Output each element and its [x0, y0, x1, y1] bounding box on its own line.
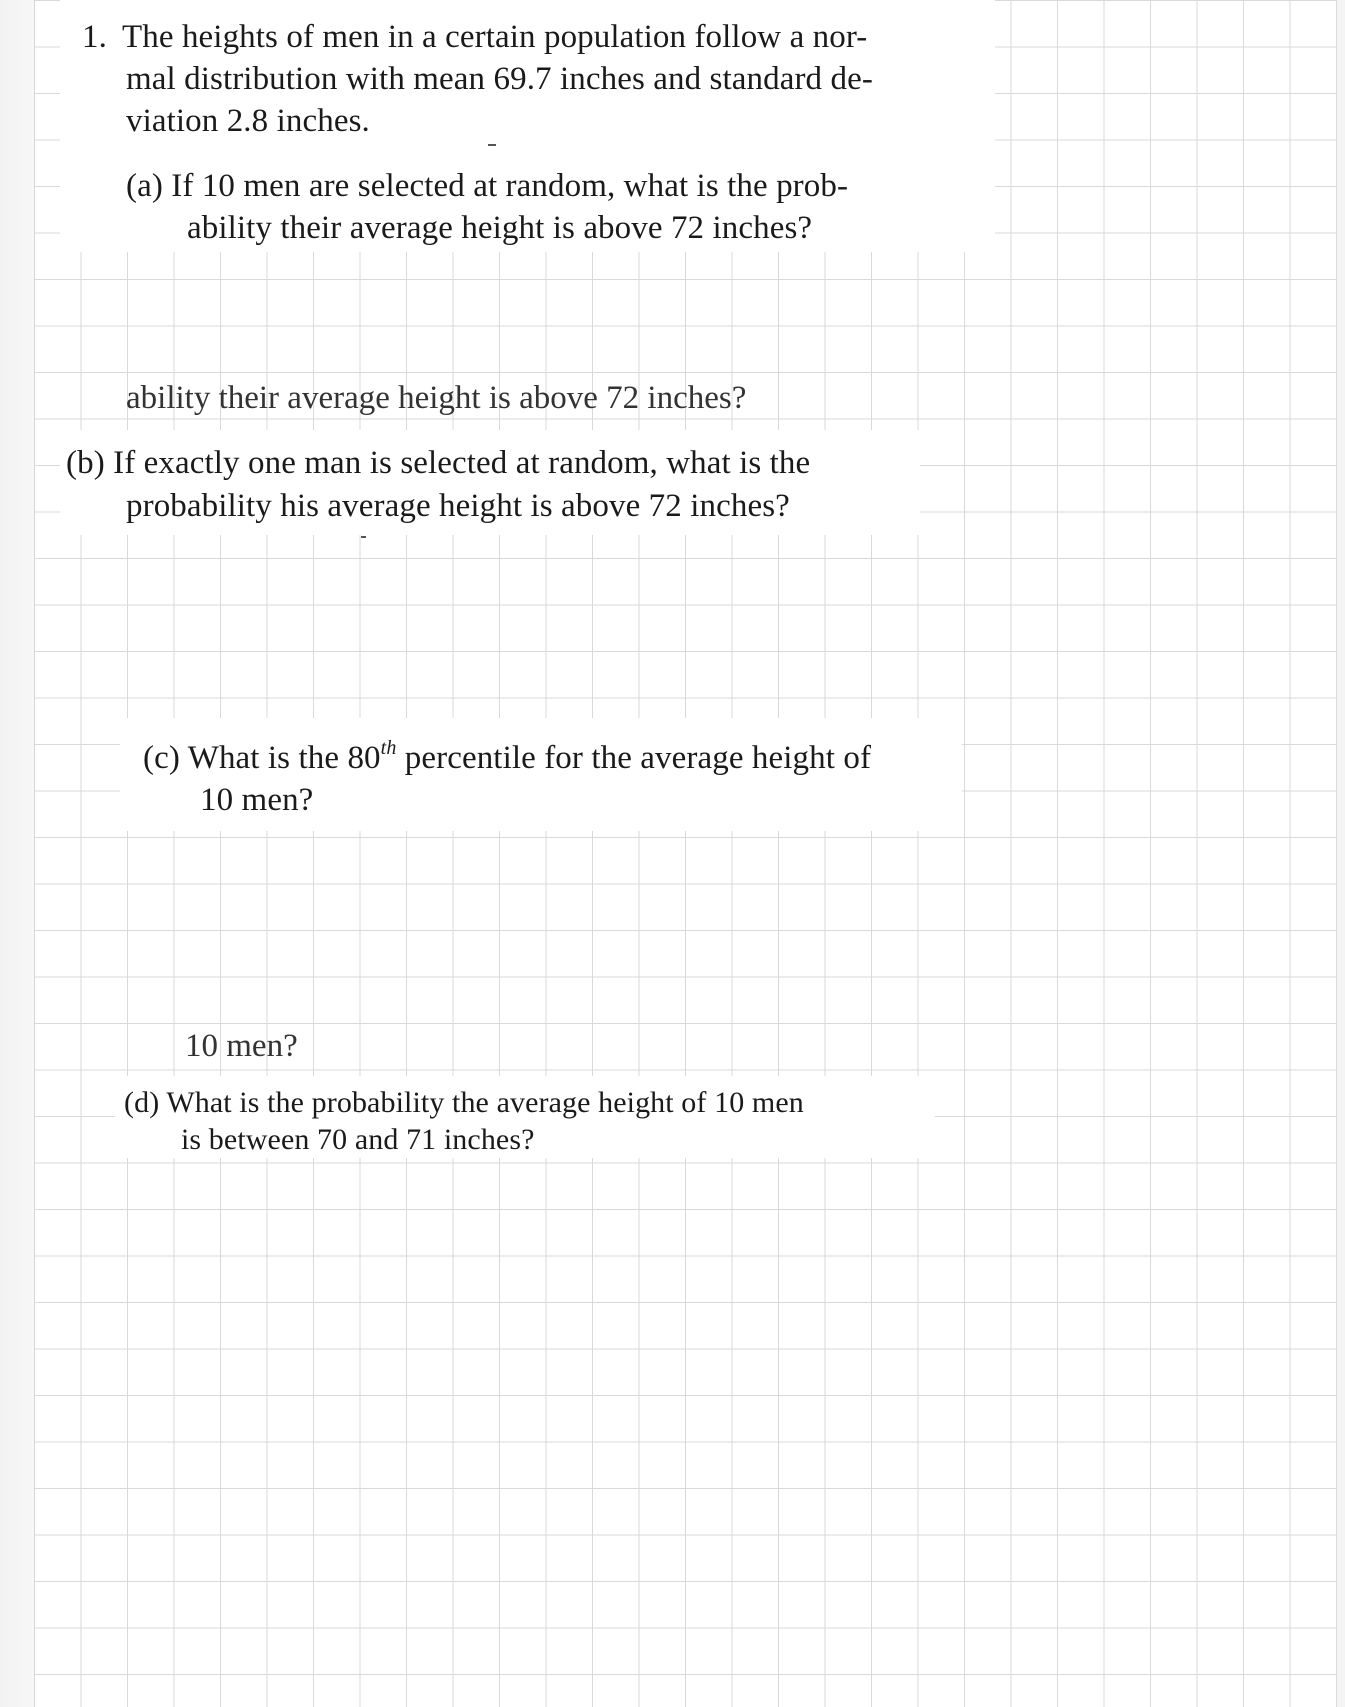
part-c-line-1: (c) What is the 80th percentile for the average height of: [143, 737, 872, 776]
part-d-label: (d): [124, 1086, 160, 1119]
part-b-label: (b): [66, 445, 105, 481]
cropped-text-fragment: ability their average height is above 72 inches?: [126, 380, 747, 416]
page-right-edge: [1336, 0, 1345, 1707]
part-d-line-1: (d) What is the probability the average height of 10 men: [124, 1086, 804, 1119]
part-d-line-2: is between 70 and 71 inches?: [181, 1123, 535, 1156]
problem-number: 1.: [82, 19, 107, 55]
part-c-label: (c): [143, 740, 180, 776]
problem-intro-line-2: mal distribution with mean 69.7 inches and standard de-: [126, 61, 873, 97]
cropped-text-fragment: 10 men?: [185, 1028, 298, 1064]
scan-artifact: [488, 144, 496, 146]
part-a-label: (a): [126, 168, 163, 204]
part-a-line-2: ability their average height is above 72 inches?: [187, 210, 813, 246]
problem-intro-line-3: viation 2.8 inches.: [126, 103, 370, 139]
part-c-line-2: 10 men?: [200, 782, 314, 818]
page-left-margin: [0, 0, 35, 1707]
scan-artifact: [361, 536, 366, 538]
part-b-line-2: probability his average height is above 72 inches?: [126, 488, 790, 524]
part-a-line-1: (a) If 10 men are selected at random, what is the prob-: [126, 168, 849, 204]
part-b-line-1: (b) If exactly one man is selected at random, what is the: [66, 445, 811, 481]
problem-intro-line-1: 1. The heights of men in a certain population follow a nor-: [82, 19, 868, 55]
